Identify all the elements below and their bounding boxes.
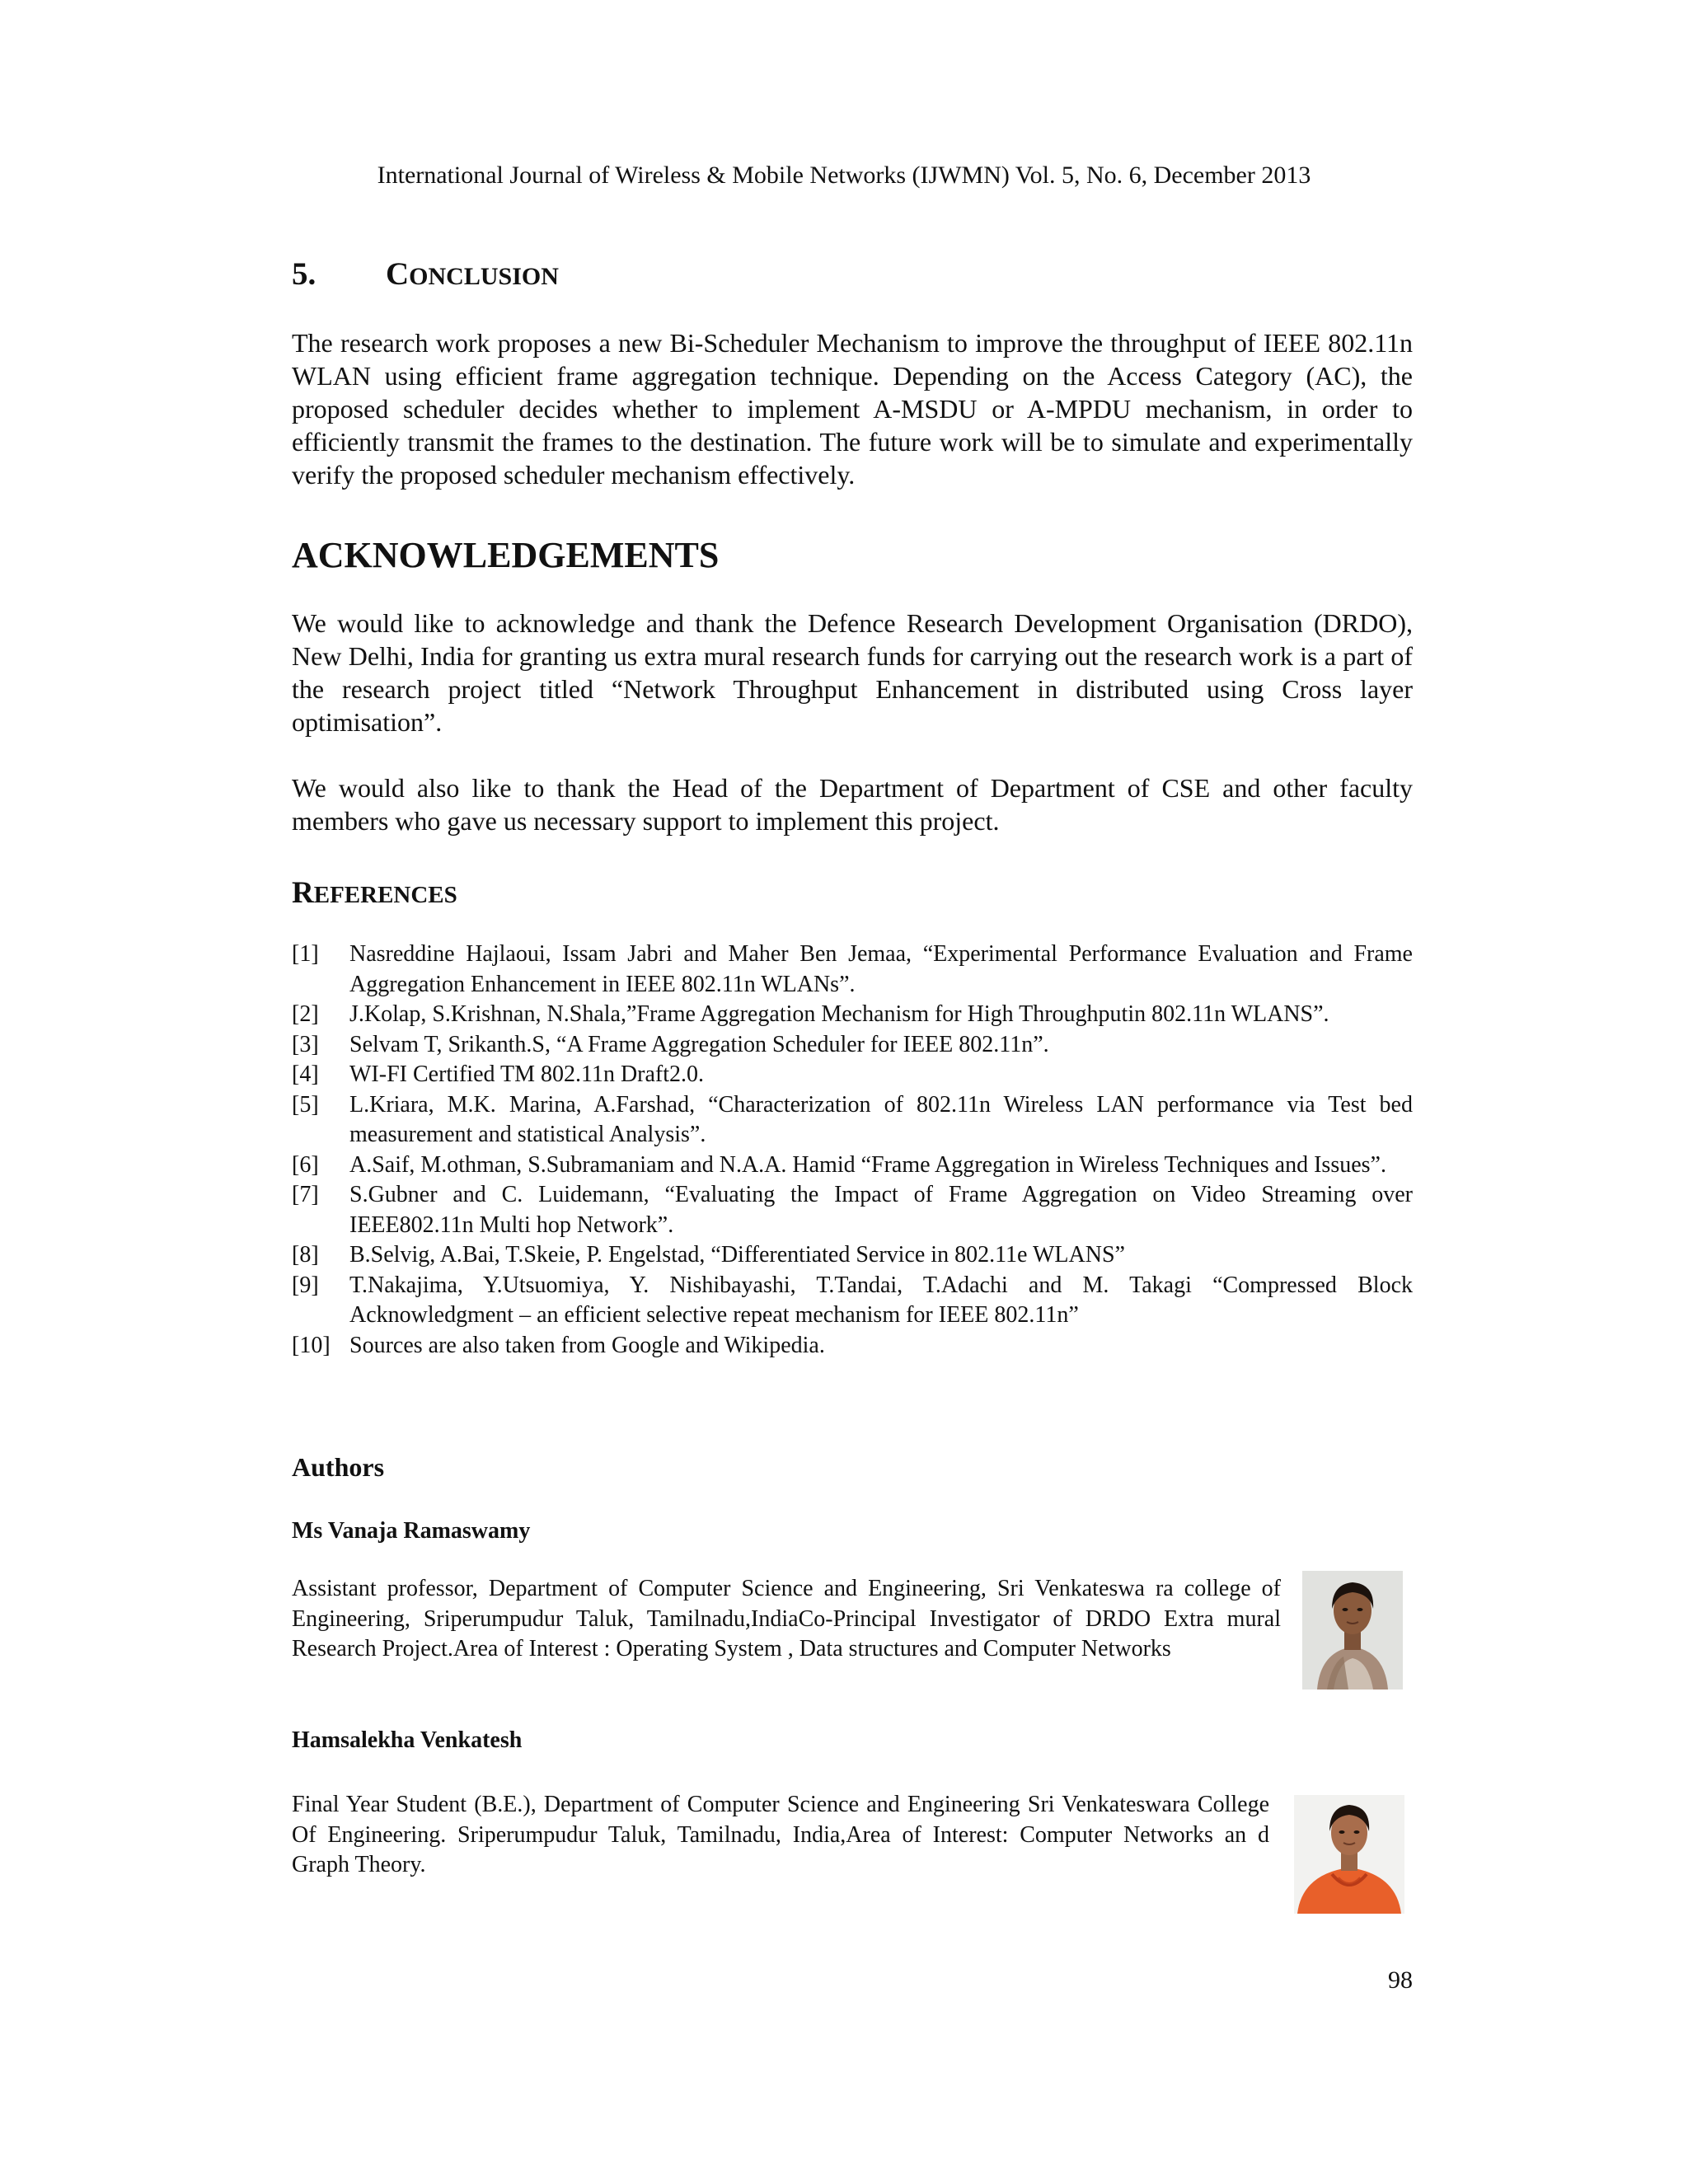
- author-name-block: [292, 1727, 1413, 1754]
- reference-item: [292, 1060, 1413, 1090]
- reference-item: [292, 1000, 1413, 1030]
- page-number: 98: [1388, 1966, 1413, 1994]
- reference-number: [6]: [292, 1151, 319, 1178]
- references-section: [292, 875, 1413, 911]
- reference-number: [8]: [292, 1242, 319, 1268]
- running-header: International Journal of Wireless & Mobile Networks (IJWMN) Vol. 5, No. 6, December 2013: [377, 162, 1311, 189]
- reference-item: [292, 1090, 1413, 1151]
- reference-text: Nasreddine Hajlaoui, Issam Jabri and Maher Ben Jemaa, “Experimental Performance Evaluation and Frame Aggregation Enhancement in IEEE 802.11n WLANs”.: [349, 941, 1413, 997]
- author-bio: Final Year Student (B.E.), Department of Computer Science and Engineering Sri Venkateswara College Of Engineering. Sriperumpudur Taluk, Tamilnadu, India,Area of Interest: Computer Networks an d Graph Theory.: [292, 1792, 1269, 1877]
- reference-number: [2]: [292, 1001, 319, 1027]
- acknowledgements-section: [292, 534, 1413, 576]
- heading-initial: R: [292, 876, 314, 910]
- reference-list: [292, 940, 1413, 1361]
- conclusion-section: [292, 255, 1413, 293]
- author-bio-block: [292, 1574, 1281, 1665]
- reference-text: Selvam T, Srikanth.S, “A Frame Aggregation Scheduler for IEEE 802.11n”.: [349, 1031, 1049, 1057]
- reference-text: WI-FI Certified TM 802.11n Draft2.0.: [349, 1062, 705, 1087]
- heading-rest: EFERENCES: [313, 882, 457, 908]
- authors-heading: Authors: [292, 1452, 385, 1482]
- reference-item: [292, 940, 1413, 1000]
- author-photo-image: [1294, 1795, 1404, 1914]
- reference-number: [9]: [292, 1272, 319, 1298]
- author-photo-image: [1302, 1571, 1403, 1690]
- references-heading: [292, 875, 1413, 911]
- reference-item: [292, 1271, 1413, 1331]
- conclusion-text-block: [292, 326, 1413, 491]
- author-photo: [1302, 1571, 1403, 1690]
- reference-number: [5]: [292, 1091, 319, 1118]
- acknowledgements-paragraph-1: We would like to acknowledge and thank the Defence Research Development Organisation (DRDO), New Delhi, India for granting us extra mural research funds for carrying out the research work is a part of the research project titled “Network Throughput Enhancement in distributed using Cross layer optimisation”.: [292, 608, 1413, 737]
- reference-item: [292, 1180, 1413, 1240]
- authors-section: [292, 1452, 1413, 1483]
- author-bio-block: [292, 1790, 1269, 1881]
- reference-text: J.Kolap, S.Krishnan, N.Shala,”Frame Aggregation Mechanism for High Throughputin 802.11n WLANS”.: [349, 1001, 1329, 1027]
- reference-number: [1]: [292, 941, 319, 967]
- reference-number: [10]: [292, 1332, 331, 1358]
- conclusion-paragraph: The research work proposes a new Bi-Scheduler Mechanism to improve the throughput of IEEE 802.11n WLAN using efficient frame aggregation technique. Depending on the Access Category (AC), the proposed scheduler decides whether to implement A-MSDU or A-MPDU mechanism, in order to efficiently transmit the frames to the destination. The future work will be to simulate and experimentally verify the proposed scheduler mechanism effectively.: [292, 328, 1413, 490]
- author-name: Hamsalekha Venkatesh: [292, 1727, 523, 1753]
- reference-text: B.Selvig, A.Bai, T.Skeie, P. Engelstad, “Differentiated Service in 802.11e WLANS”: [349, 1242, 1125, 1268]
- reference-number: [3]: [292, 1031, 319, 1057]
- reference-item: [292, 1151, 1413, 1181]
- author-name: Ms Vanaja Ramaswamy: [292, 1518, 531, 1544]
- heading-initial: C: [386, 256, 410, 292]
- reference-item: [292, 1030, 1413, 1061]
- reference-text: S.Gubner and C. Luidemann, “Evaluating the Impact of Frame Aggregation on Video Streaming over IEEE802.11n Multi hop Network”.: [349, 1182, 1413, 1238]
- reference-text: T.Nakajima, Y.Utsuomiya, Y. Nishibayashi, T.Tandai, T.Adachi and M. Takagi “Compressed Block Acknowledgment – an efficient selective repeat mechanism for IEEE 802.11n”: [349, 1272, 1413, 1328]
- reference-number: [4]: [292, 1062, 319, 1087]
- acknowledgements-paragraph-2: We would also like to thank the Head of the Department of Department of CSE and other faculty members who gave us necessary support to implement this project.: [292, 773, 1413, 836]
- acknowledgements-text-block-2: [292, 771, 1413, 837]
- reference-text: L.Kriara, M.K. Marina, A.Farshad, “Characterization of 802.11n Wireless LAN performance via Test bed measurement and statistical Analysis”.: [349, 1091, 1413, 1147]
- section-number: 5.: [292, 256, 316, 292]
- conclusion-heading: [292, 255, 1413, 293]
- reference-text: A.Saif, M.othman, S.Subramaniam and N.A.A. Hamid “Frame Aggregation in Wireless Techniques and Issues”.: [349, 1151, 1386, 1178]
- reference-text: Sources are also taken from Google and Wikipedia.: [349, 1332, 825, 1358]
- acknowledgements-heading: ACKNOWLEDGEMENTS: [292, 535, 720, 575]
- author-photo: [1294, 1795, 1404, 1914]
- author-name-block: [292, 1518, 1413, 1544]
- author-bio: Assistant professor, Department of Computer Science and Engineering, Sri Venkateswa ra college of Engineering, Sriperumpudur Taluk, Tamilnadu,IndiaCo-Principal Investigator of DRDO Extra mural Research Project.Area of Interest : Operating System , Data structures and Computer Networks: [292, 1576, 1281, 1661]
- reference-item: [292, 1240, 1413, 1271]
- acknowledgements-text-block: [292, 607, 1413, 738]
- heading-rest: ONCLUSION: [409, 263, 559, 290]
- reference-number: [7]: [292, 1182, 319, 1207]
- reference-item: [292, 1331, 1413, 1361]
